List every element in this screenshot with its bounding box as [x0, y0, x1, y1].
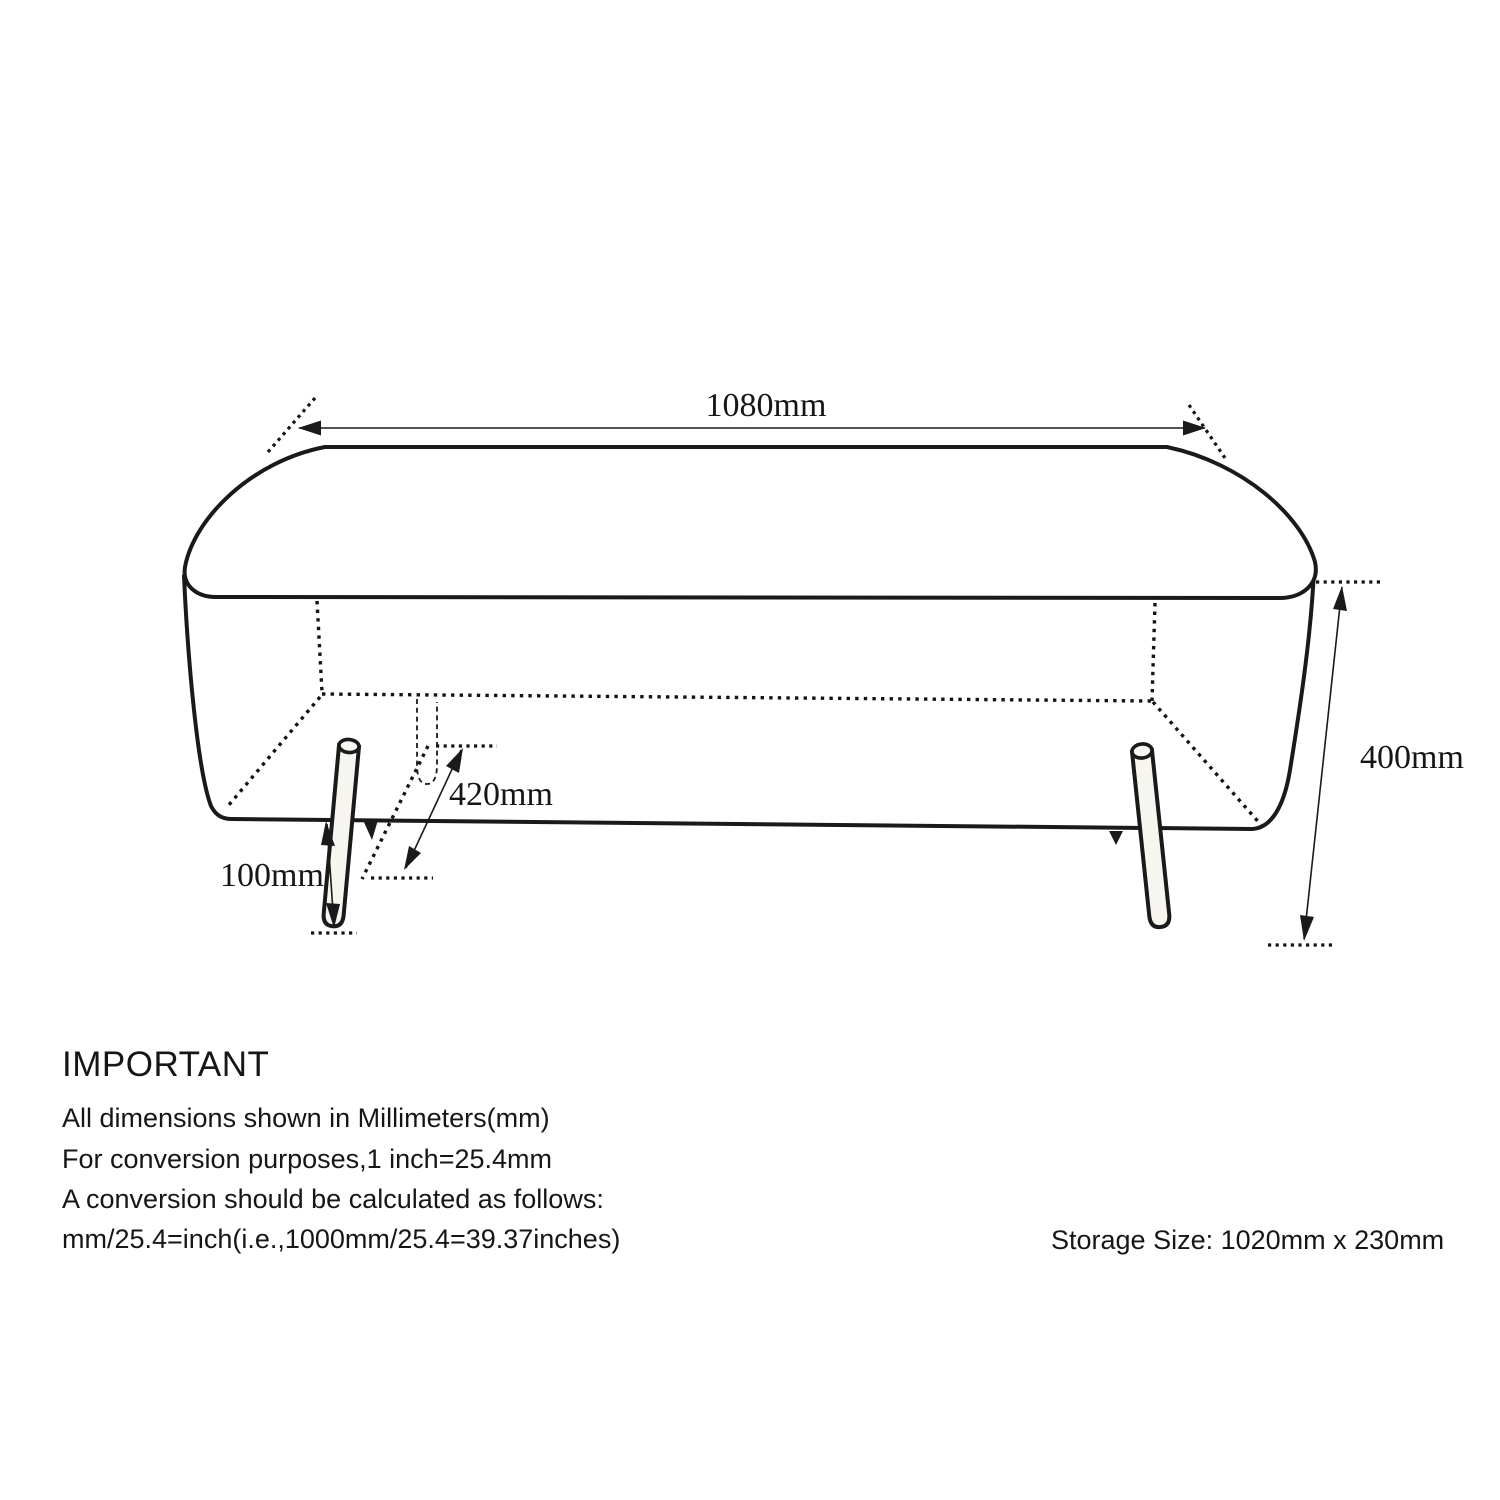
dim-width-arrow-left [298, 421, 321, 436]
bench-lid-outline [185, 447, 1316, 598]
dim-height-arrow-top [1333, 586, 1347, 611]
dim-label-width: 1080mm [705, 387, 827, 424]
dim-depth-arrow-bottom [404, 846, 421, 870]
rear-right-leg-top [1131, 743, 1152, 759]
dim-label-leg-height: 100mm [220, 857, 324, 894]
dim-height-arrow-bottom [1300, 915, 1314, 941]
important-heading: IMPORTANT [62, 1045, 270, 1084]
dim-label-height: 400mm [1360, 739, 1464, 776]
note-line-conversion-factor: For conversion purposes,1 inch=25.4mm [62, 1144, 552, 1174]
dim-label-depth: 420mm [449, 776, 553, 813]
note-line-conversion-intro: A conversion should be calculated as follows: [62, 1184, 604, 1214]
front-left-leg-top [338, 739, 359, 754]
front-left-leg-bracket [363, 820, 378, 840]
rear-right-leg-bracket [1109, 831, 1123, 845]
note-line-conversion-formula: mm/25.4=inch(i.e.,1000mm/25.4=39.37inches) [62, 1224, 621, 1254]
storage-size-note: Storage Size: 1020mm x 230mm [1051, 1225, 1445, 1255]
dim-width-arrow-right [1183, 421, 1206, 436]
note-line-dimensions: All dimensions shown in Millimeters(mm) [62, 1103, 550, 1133]
